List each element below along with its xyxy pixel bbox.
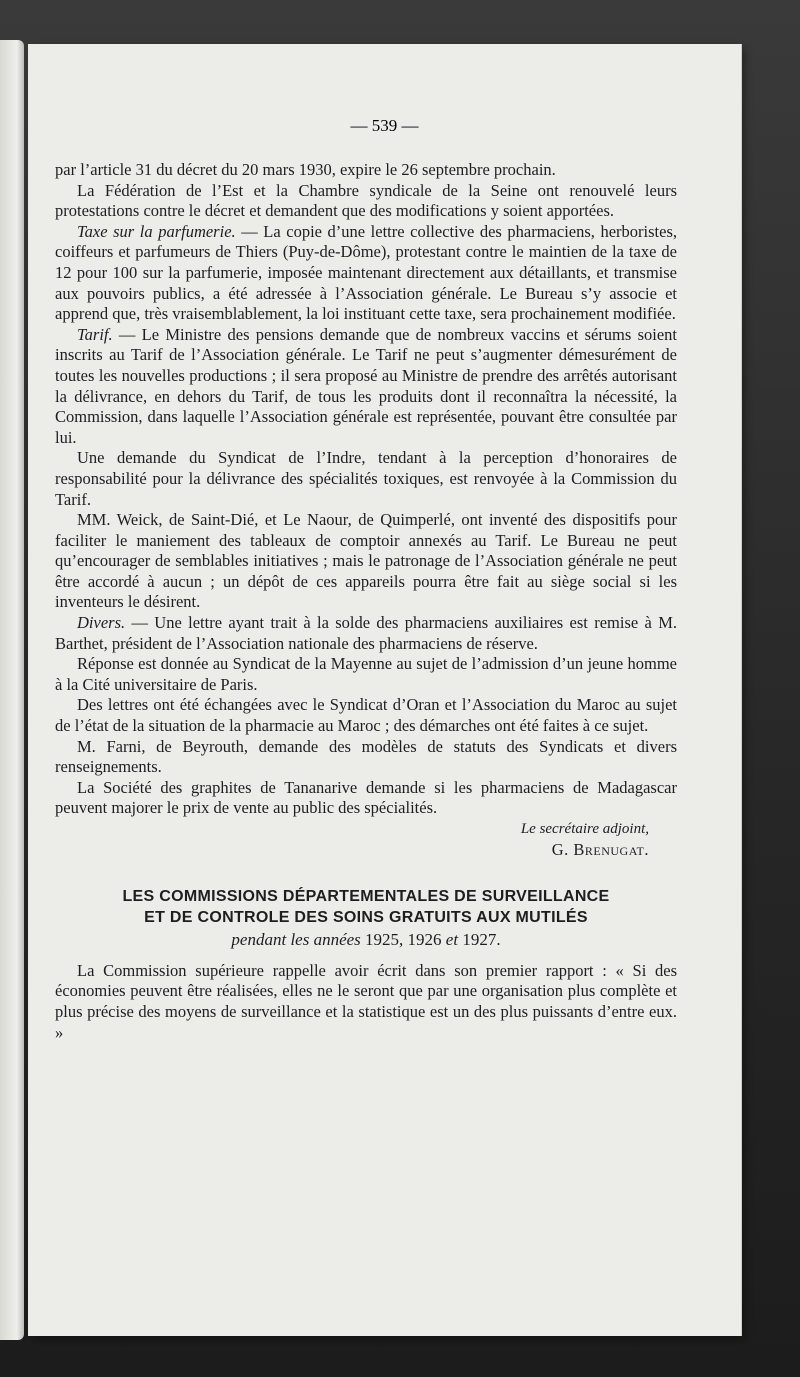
- page-number: — 539 —: [350, 116, 419, 135]
- signature-role: Le secrétaire adjoint,: [520, 821, 649, 837]
- paragraph: [55, 613, 677, 654]
- section-title: [55, 886, 677, 928]
- section-subtitle: [55, 930, 677, 951]
- section-title-line: ET DE CONTROLE DES SOINS GRATUITS AUX MUTILÉS: [144, 909, 588, 927]
- paragraph-text: — La copie d’une lettre collective des pharmaciens, herboristes, coiffeurs et parfumeurs de Thiers (Puy-de-Dôme), protestant contre le maintien de la taxe de 12 pour 100 sur la parfumerie, imposée maintenant directement aux détaillants, et transmise aux pouvoirs publics, a été adressée à l’Association générale. Le Bureau s’y associe et apprend que, très vraisemblablement, la loi instituant cette taxe, sera prochainement modifiée.: [55, 221, 677, 324]
- paragraph: par l’article 31 du décret du 20 mars 1930, expire le 26 septembre prochain.: [55, 160, 556, 179]
- paragraph: La Fédération de l’Est et la Chambre syndicale de la Seine ont renouvelé leurs protestations contre le décret et demandent que des modifications y soient apportées.: [55, 180, 677, 221]
- paragraph-heading: Divers.: [77, 613, 126, 633]
- facing-page-edge: [0, 40, 24, 1340]
- paragraph: MM. Weick, de Saint-Dié, et Le Naour, de Quimperlé, ont inventé des dispositifs pour faciliter le maniement des tableaux de comptoir annexés au Tarif. Le Bureau ne peut qu’encourager de semblables initiatives ; mais le patronage de l’Association générale ne peut être accordé à aucun ; un dépôt de ces appareils pourra être fait au siège social si les inventeurs le désirent.: [55, 510, 677, 612]
- paragraph: [55, 325, 677, 449]
- paragraph: [55, 222, 677, 325]
- subtitle-and: et: [445, 930, 459, 950]
- paragraph: Une demande du Syndicat de l’Indre, tendant à la perception d’honoraires de responsabilité pour la délivrance des spécialités toxiques, est renvoyée à la Commission du Tarif.: [55, 448, 677, 509]
- signature-block: [55, 819, 649, 860]
- paragraph: La Commission supérieure rappelle avoir écrit dans son premier rapport : « Si des économies peuvent être réalisées, elles ne le seront que par une organisation plus complète et plus précise des moyens de surveillance et la statistique est un des plus puissants d’entre eux. »: [55, 960, 677, 1042]
- subtitle-last-year: 1927.: [458, 930, 501, 950]
- paragraph: Des lettres ont été échangées avec le Syndicat d’Oran et l’Association du Maroc au sujet de l’état de la situation de la pharmacie au Maroc ; des démarches ont été faites à ce sujet.: [55, 695, 677, 736]
- section-title-line: LES COMMISSIONS DÉPARTEMENTALES DE SURVEILLANCE: [122, 888, 610, 906]
- document-page: [28, 44, 741, 1336]
- paragraph: La Société des graphites de Tananarive demande si les pharmaciens de Madagascar peuvent majorer le prix de vente au public des spécialités.: [55, 777, 677, 818]
- subtitle-text: pendant les années: [231, 930, 366, 950]
- signature-name: G. Brenugat.: [551, 839, 649, 859]
- paragraph: M. Farni, de Beyrouth, demande des modèles de statuts des Syndicats et divers renseignements.: [55, 736, 677, 777]
- paragraph-text: — Le Ministre des pensions demande que de nombreux vaccins et sérums soient inscrits au Tarif de l’Association générale. Le Tarif ne peut s’augmenter démesurément de toutes les nouvelles productions ; il sera proposé au Ministre de prendre des arrêtés autorisant la délivrance, en dehors du Tarif, de tous les produits dont il reconnaîtra la nécessité, la Commission, dans laquelle l’Association générale est représentée, pouvant être consultée par lui.: [55, 324, 677, 447]
- paragraph: Réponse est donnée au Syndicat de la Mayenne au sujet de l’admission d’un jeune homme à la Cité universitaire de Paris.: [55, 654, 677, 694]
- paragraph-heading: Tarif.: [77, 324, 113, 344]
- subtitle-years: 1925, 1926: [365, 930, 446, 950]
- paragraph-text: — Une lettre ayant trait à la solde des pharmaciens auxiliaires est remise à M. Barthet, président de l’Association nationale des pharmaciens de réserve.: [55, 613, 677, 653]
- page-body: [55, 160, 677, 1043]
- paragraph-heading: Taxe sur la parfumerie.: [77, 221, 236, 241]
